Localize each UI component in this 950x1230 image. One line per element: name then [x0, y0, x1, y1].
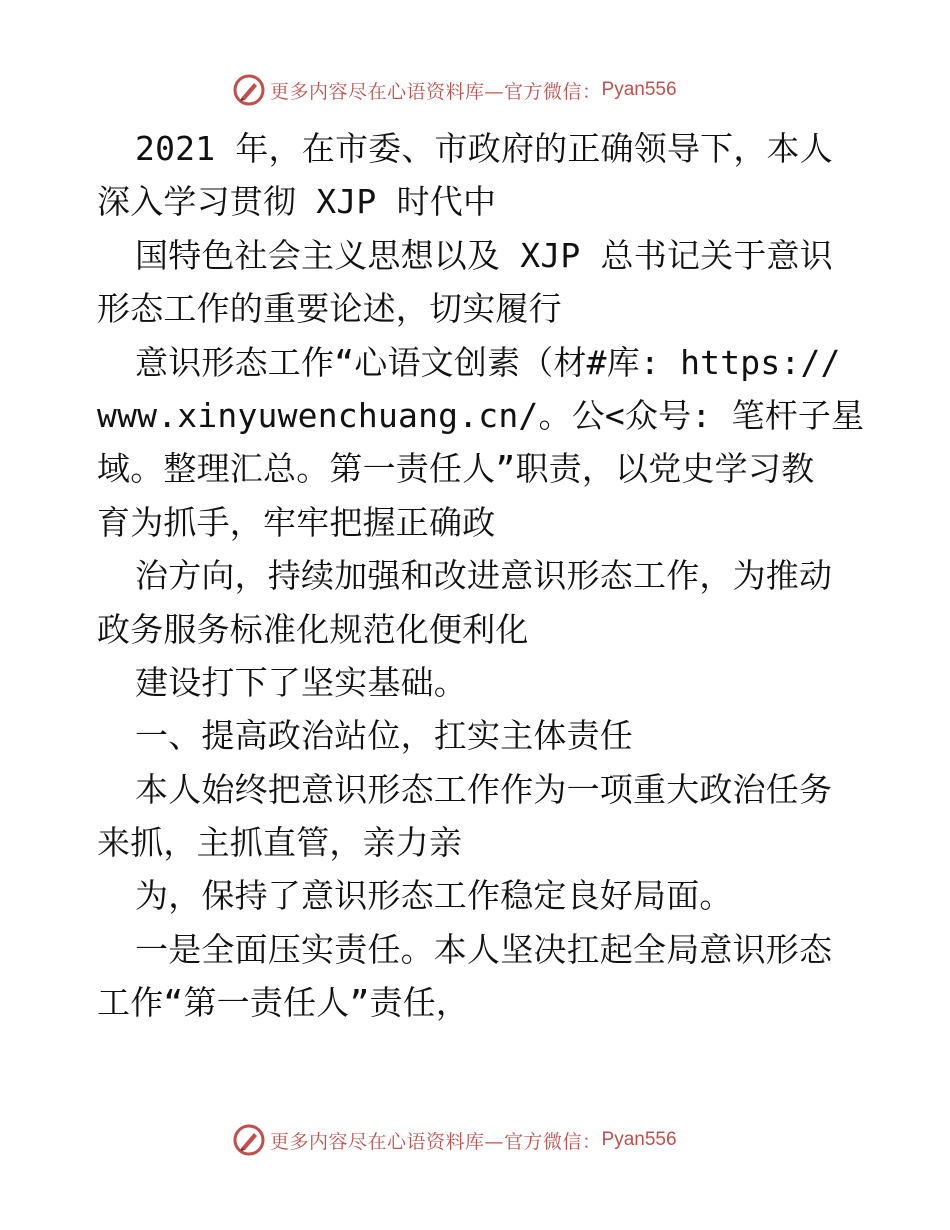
- text-line: 2021 年，在市委、市政府的正确领导下，本人: [135, 129, 833, 168]
- watermark-wechat-id: Pyan556: [601, 1129, 677, 1150]
- text-line: 形态工作的重要论述，切实履行: [97, 289, 562, 329]
- text-line: 来抓，主抓直管，亲力亲: [97, 823, 463, 863]
- text-line: www.xinyuwenchuang.cn/。公<众号: 笔杆子星: [97, 395, 865, 435]
- text-line: 为，保持了意识形态工作稳定良好局面。: [135, 876, 733, 916]
- watermark-text: 更多内容尽在心语资料库—官方微信：: [270, 1130, 602, 1153]
- text-line: 深入学习贯彻 XJP 时代中: [97, 182, 497, 222]
- pen-logo-icon: [232, 1123, 266, 1157]
- text-line: 育为抓手，牢牢把握正确政: [97, 502, 496, 542]
- footer-watermark: [232, 1120, 677, 1160]
- text-line: 建设打下了坚实基础。: [135, 662, 467, 702]
- watermark-text: 更多内容尽在心语资料库—官方微信：: [270, 80, 602, 103]
- watermark-wechat-id: Pyan556: [601, 79, 677, 100]
- text-line: 一是全面压实责任。本人坚决扛起全局意识形态: [135, 929, 833, 969]
- text-line: 政务服务标准化规范化便利化: [97, 609, 529, 649]
- text-line: 治方向，持续加强和改进意识形态工作，为推动: [135, 556, 833, 596]
- text-line: 国特色社会主义思想以及 XJP 总书记关于意识: [135, 235, 833, 275]
- header-watermark: [232, 70, 677, 110]
- text-line: 本人始终把意识形态工作作为一项重大政治任务: [135, 769, 833, 809]
- text-line: 意识形态工作“心语文创素（材#库: https://: [135, 342, 841, 382]
- text-line: 域。整理汇总。第一责任人”职责，以党史学习教: [97, 449, 815, 489]
- pen-logo-icon: [232, 73, 266, 107]
- text-line: 一、提高政治站位，扛实主体责任: [135, 716, 633, 756]
- text-line: 工作“第一责任人”责任，: [97, 983, 470, 1023]
- document-body: [97, 122, 865, 1030]
